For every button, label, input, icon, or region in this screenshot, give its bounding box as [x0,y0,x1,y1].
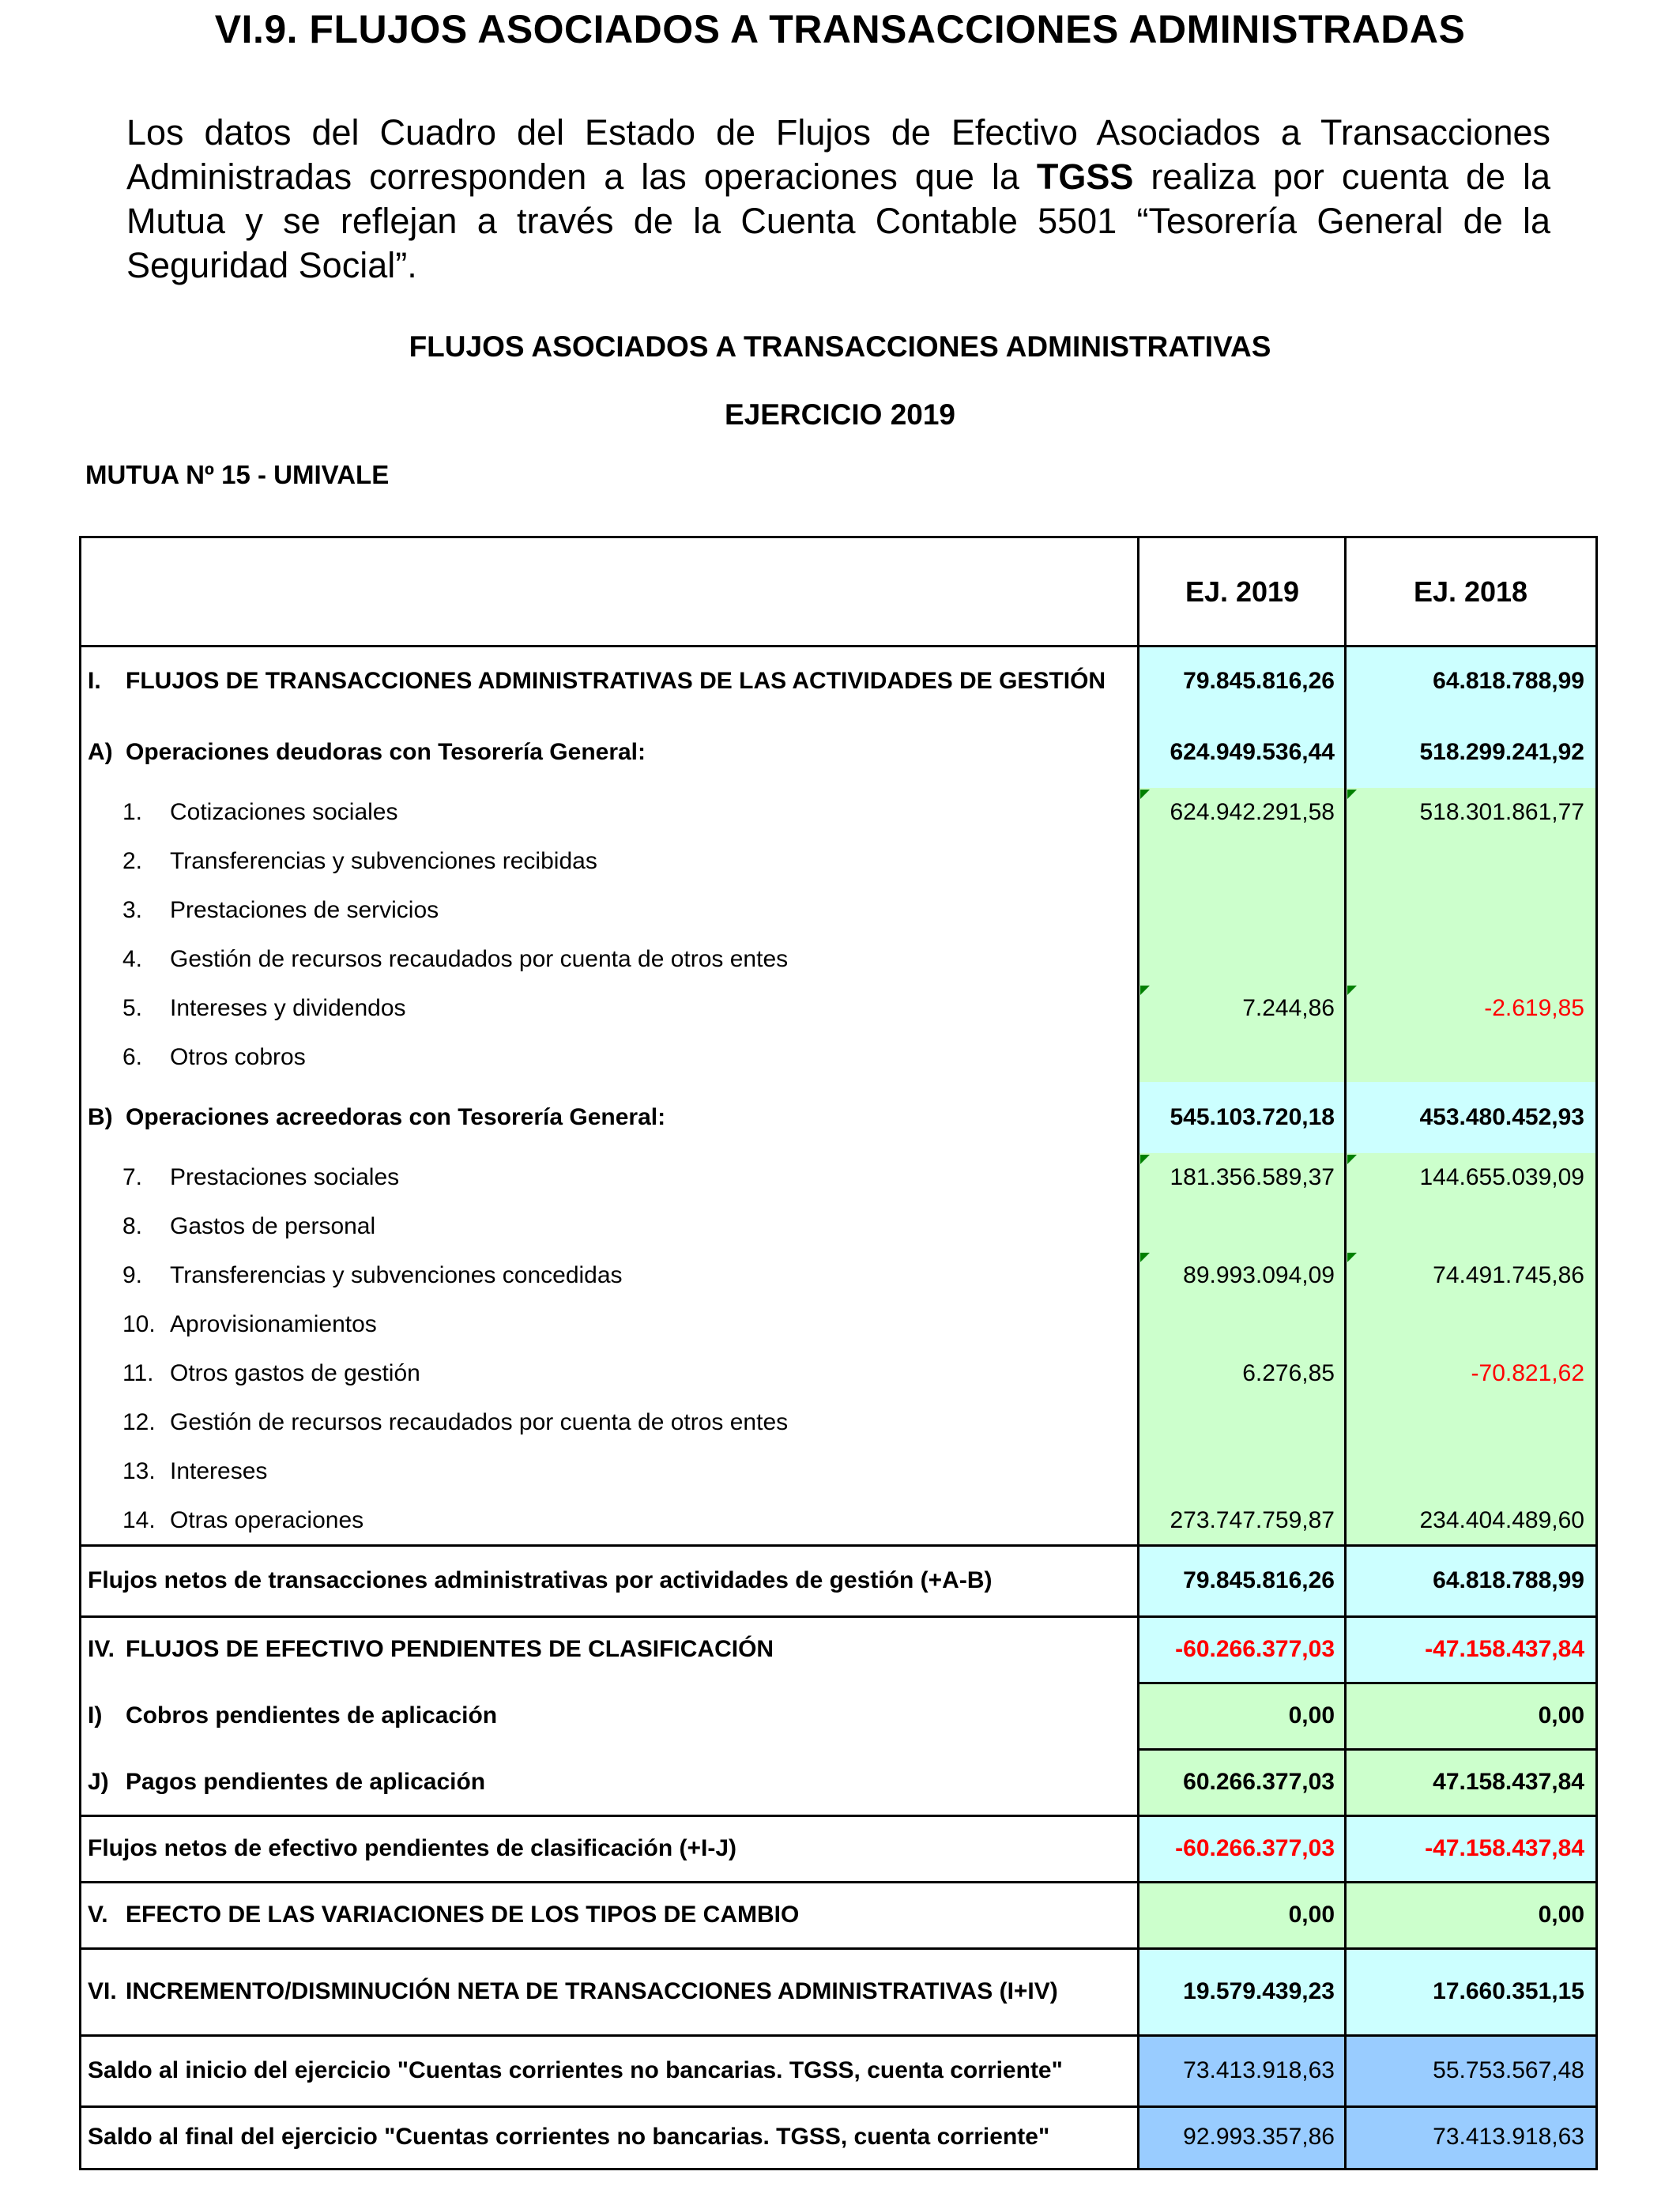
table-row [81,1398,1595,1447]
row-label [81,788,1137,837]
intro-text-bold: TGSS [1036,156,1134,197]
row-label-text: Intereses [170,1458,268,1484]
row-label-text: Flujos netos de transacciones administrativas por actividades de gestión (+A-B) [88,1567,993,1593]
table-row [81,2035,1595,2106]
value-2018: 47.158.437,84 [1346,1749,1595,1815]
row-label-text: Intereses y dividendos [170,995,406,1021]
table-rule [81,2034,1595,2037]
row-number: 13. [122,1458,156,1484]
table-row [81,935,1595,984]
row-label [81,1948,1137,2035]
value-2019: 19.579.439,23 [1139,1948,1346,2035]
value-2018: -70.821,62 [1346,1349,1595,1398]
table-row [81,1496,1595,1545]
value-2019: 273.747.759,87 [1139,1496,1346,1545]
table-row [81,788,1595,837]
page-title: VI.9. FLUJOS ASOCIADOS A TRANSACCIONES ADMINISTRADAS [214,7,1466,51]
table-row [81,837,1595,886]
row-number: V. [88,1902,108,1928]
row-label-text: Cotizaciones sociales [170,799,398,825]
row-label-text: Aprovisionamientos [170,1311,377,1337]
table-row [81,1153,1595,1202]
intro-paragraph [126,111,1550,288]
table-row [81,1300,1595,1349]
comment-marker-icon [1347,1253,1357,1262]
row-label-text: Otros cobros [170,1044,306,1070]
table-rule [81,2105,1595,2108]
table-row [81,1882,1595,1948]
row-number: 9. [122,1262,143,1288]
row-label [81,1251,1137,1300]
value-2019 [1139,1300,1346,1349]
row-number: 3. [122,897,143,923]
value-2019 [1139,1033,1346,1082]
row-number: B) [88,1104,113,1130]
row-label-text: EFECTO DE LAS VARIACIONES DE LOS TIPOS DE CAMBIO [126,1902,800,1928]
value-2018: 74.491.745,86 [1346,1251,1595,1300]
value-2019 [1139,837,1346,886]
value-2019: -60.266.377,03 [1139,1616,1346,1683]
table-row [81,1349,1595,1398]
row-number: 1. [122,799,143,825]
value-2018 [1346,935,1595,984]
value-2019 [1139,1202,1346,1251]
comment-marker-icon [1140,1253,1150,1262]
row-label [81,1033,1137,1082]
value-2018: 0,00 [1346,1882,1595,1948]
value-2019: 7.244,86 [1139,984,1346,1033]
value-2019: 73.413.918,63 [1139,2035,1346,2106]
value-2019 [1139,935,1346,984]
row-number: 2. [122,848,143,874]
exercise-label: EJERCICIO 2019 [724,398,956,431]
row-label [81,984,1137,1033]
table-row [81,1082,1595,1153]
value-2019: 545.103.720,18 [1139,1082,1346,1153]
row-label [81,2106,1137,2168]
row-label [81,1496,1137,1545]
value-2019: 624.949.536,44 [1139,717,1346,788]
row-label [81,2035,1137,2106]
row-label [81,886,1137,935]
value-2019: 0,00 [1139,1683,1346,1749]
row-label-text: Gestión de recursos recaudados por cuenta de otros entes [170,1409,789,1435]
row-number: 5. [122,995,143,1021]
value-2019 [1139,1447,1346,1496]
column-header-2018: EJ. 2018 [1413,575,1528,608]
row-label-text: Otras operaciones [170,1507,364,1533]
row-label [81,1882,1137,1948]
intro-text-start: Los datos del Cuadro del Estado de Flujos de Efectivo Asociados a Transacciones Administradas corresponden a las operaciones que la [126,112,1550,197]
row-number: A) [88,739,113,765]
value-2019: 0,00 [1139,1882,1346,1948]
row-number: 10. [122,1311,156,1337]
value-2018 [1346,1033,1595,1082]
column-divider [1137,538,1139,2168]
column-divider [1344,538,1347,2168]
row-label-text: Prestaciones sociales [170,1164,400,1190]
table-title: FLUJOS ASOCIADOS A TRANSACCIONES ADMINISTRATIVAS [409,330,1271,363]
row-label [81,717,1137,788]
row-label-text: Cobros pendientes de aplicación [126,1702,498,1728]
value-2018 [1346,886,1595,935]
row-label-text: Pagos pendientes de aplicación [126,1769,486,1795]
table-rule [81,1615,1595,1618]
row-label-text: Operaciones acreedoras con Tesorería General: [126,1104,666,1130]
row-label [81,1447,1137,1496]
value-2018: 64.818.788,99 [1346,646,1595,717]
comment-marker-icon [1140,790,1150,799]
row-label [81,837,1137,886]
row-label [81,1349,1137,1398]
table-row [81,984,1595,1033]
row-number: I. [88,668,101,694]
value-2018: 453.480.452,93 [1346,1082,1595,1153]
value-2018: 64.818.788,99 [1346,1545,1595,1616]
value-2018 [1346,1398,1595,1447]
value-2019: 60.266.377,03 [1139,1749,1346,1815]
row-label [81,935,1137,984]
table-row [81,2106,1595,2168]
table-row [81,886,1595,935]
intro-text-end: realiza por cuenta de la Mutua y se reflejan a través de la Cuenta Contable 5501 “Tesorería General de la Seguridad Social”. [126,156,1550,285]
row-label-text: Operaciones deudoras con Tesorería General: [126,739,646,765]
value-2018: 234.404.489,60 [1346,1496,1595,1545]
table-row [81,1815,1595,1882]
comment-marker-icon [1347,986,1357,995]
cash-flow-table [79,536,1598,2170]
table-row [81,1616,1595,1683]
comment-marker-icon [1140,1155,1150,1164]
comment-marker-icon [1347,790,1357,799]
row-label-text: Prestaciones de servicios [170,897,439,923]
table-row [81,1749,1595,1815]
comment-marker-icon [1140,986,1150,995]
row-number: VI. [88,1978,117,2004]
table-row [81,1202,1595,1251]
value-2018: 518.301.861,77 [1346,788,1595,837]
row-label-text: Saldo al final del ejercicio "Cuentas corrientes no bancarias. TGSS, cuenta corriente" [88,2124,1050,2150]
value-2018 [1346,1300,1595,1349]
row-label-text: Transferencias y subvenciones recibidas [170,848,597,874]
row-number: I) [88,1702,103,1728]
mutua-label: MUTUA Nº 15 - UMIVALE [85,460,390,489]
value-2019: 79.845.816,26 [1139,646,1346,717]
row-number: 14. [122,1507,156,1533]
table-row [81,1447,1595,1496]
row-label [81,1545,1137,1616]
value-2018: 0,00 [1346,1683,1595,1749]
row-label-text: Transferencias y subvenciones concedidas [170,1262,623,1288]
value-2019: 92.993.357,86 [1139,2106,1346,2168]
table-row [81,717,1595,788]
table-rule [81,645,1595,647]
table-rule [81,1544,1595,1547]
table-rule [81,1947,1595,1950]
row-number: 8. [122,1213,143,1239]
row-label [81,1683,1137,1749]
value-2019: 79.845.816,26 [1139,1545,1346,1616]
column-header-2019: EJ. 2019 [1185,575,1300,608]
value-2019: 89.993.094,09 [1139,1251,1346,1300]
row-label [81,1616,1137,1683]
row-label-text: FLUJOS DE EFECTIVO PENDIENTES DE CLASIFICACIÓN [126,1636,774,1662]
table-row [81,1033,1595,1082]
value-2018: 518.299.241,92 [1346,717,1595,788]
row-number: 11. [122,1360,154,1386]
value-2018: 73.413.918,63 [1346,2106,1595,2168]
row-number: 4. [122,946,143,972]
value-2018: -47.158.437,84 [1346,1616,1595,1683]
row-label [81,646,1137,717]
table-row [81,646,1595,717]
value-rule [1139,1682,1595,1684]
table-row [81,1683,1595,1749]
row-label [81,1153,1137,1202]
value-2019: -60.266.377,03 [1139,1815,1346,1882]
value-2018 [1346,1447,1595,1496]
value-2018: 17.660.351,15 [1346,1948,1595,2035]
value-2018: -2.619,85 [1346,984,1595,1033]
row-label-text: Gastos de personal [170,1213,376,1239]
table-rule [81,1815,1595,1817]
row-number: J) [88,1769,109,1795]
row-label [81,1398,1137,1447]
row-label-text: Gestión de recursos recaudados por cuenta de otros entes [170,946,789,972]
row-label [81,1749,1137,1815]
value-2018: 144.655.039,09 [1346,1153,1595,1202]
row-number: 6. [122,1044,143,1070]
value-2018: 55.753.567,48 [1346,2035,1595,2106]
value-2019: 6.276,85 [1139,1349,1346,1398]
value-2019 [1139,886,1346,935]
value-2019 [1139,1398,1346,1447]
row-label-text: Otros gastos de gestión [170,1360,420,1386]
row-label-text: Flujos netos de efectivo pendientes de clasificación (+I-J) [88,1835,737,1861]
table-row [81,1251,1595,1300]
table-row [81,1948,1595,2035]
table-rule [81,1881,1595,1883]
row-label-text: FLUJOS DE TRANSACCIONES ADMINISTRATIVAS DE LAS ACTIVIDADES DE GESTIÓN [126,668,1106,694]
table-row [81,1545,1595,1616]
value-2018 [1346,837,1595,886]
value-2018 [1346,1202,1595,1251]
value-2019: 624.942.291,58 [1139,788,1346,837]
row-number: 12. [122,1409,156,1435]
value-2019: 181.356.589,37 [1139,1153,1346,1202]
row-label-text: INCREMENTO/DISMINUCIÓN NETA DE TRANSACCIONES ADMINISTRATIVAS (I+IV) [126,1978,1058,2004]
row-number: 7. [122,1164,143,1190]
row-number: IV. [88,1636,115,1662]
row-label [81,1300,1137,1349]
value-2018: -47.158.437,84 [1346,1815,1595,1882]
row-label-text: Saldo al inicio del ejercicio "Cuentas corrientes no bancarias. TGSS, cuenta corriente" [88,2057,1063,2083]
row-label [81,1202,1137,1251]
row-label [81,1815,1137,1882]
comment-marker-icon [1347,1155,1357,1164]
row-label [81,1082,1137,1153]
value-rule [1139,1748,1595,1751]
